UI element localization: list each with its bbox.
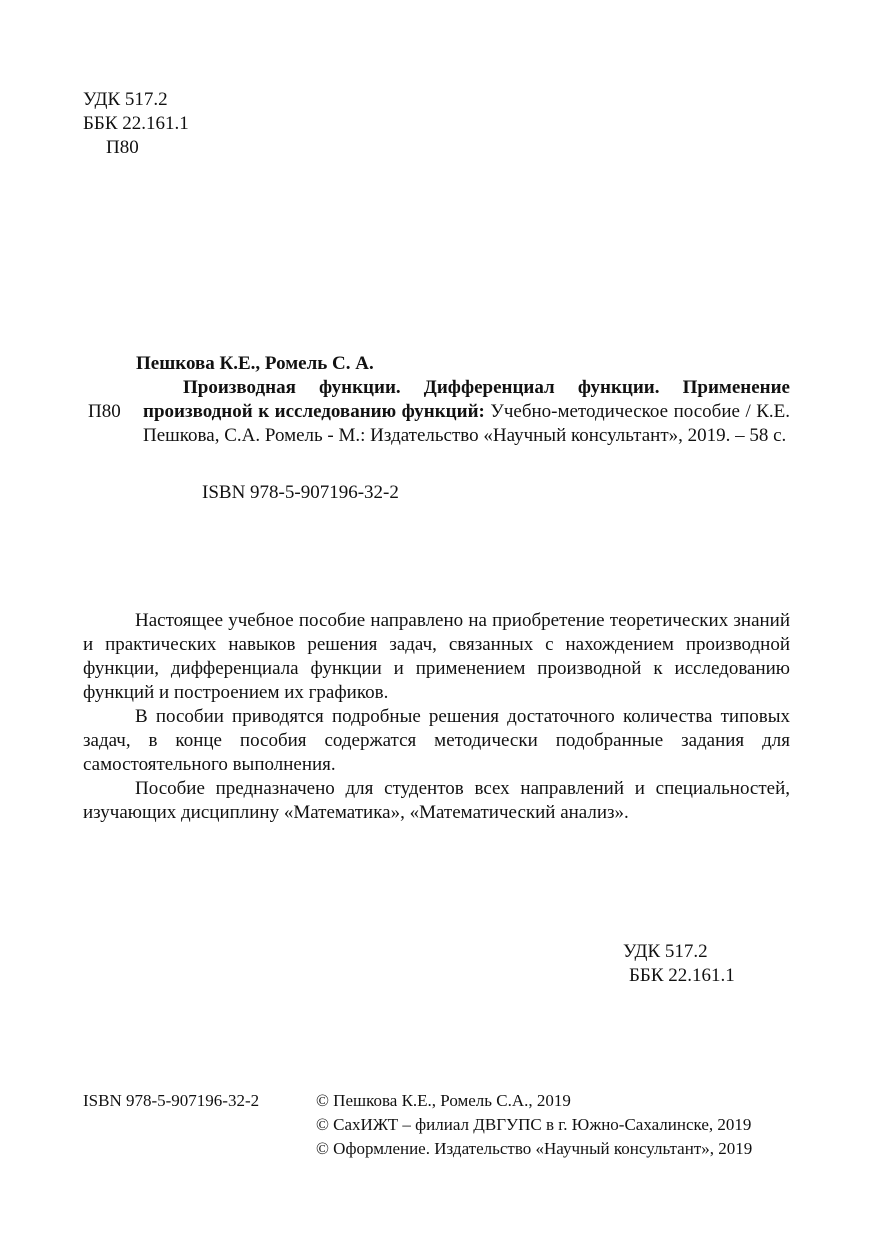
udk-code-top: УДК 517.2	[83, 89, 168, 110]
bbk-code-top: ББК 22.161.1	[83, 113, 189, 134]
bbk-code-bottom: ББК 22.161.1	[629, 965, 735, 986]
bib-isbn: ISBN 978-5-907196-32-2	[202, 482, 399, 503]
copyright-line: © Оформление. Издательство «Научный консультант», 2019	[316, 1139, 753, 1158]
annotation-paragraph: В пособии приводятся подробные решения достаточного количества типовых задач, в конце пособия содержатся методически подобранные задания для самостоятельного выполнения.	[83, 706, 790, 775]
udk-code-bottom: УДК 517.2	[623, 941, 708, 962]
bib-author-mark: П80	[88, 401, 121, 422]
bib-description-block	[143, 376, 790, 448]
copyright-line: © Пешкова К.Е., Ромель С.А., 2019	[316, 1091, 571, 1110]
bib-title: Производная функции. Дифференциал функции. Применение производной к исследованию функций:	[143, 377, 790, 422]
author-mark-top: П80	[106, 137, 139, 158]
annotation-paragraph: Пособие предназначено для студентов всех направлений и специальностей, изучающих дисциплину «Математика», «Математический анализ».	[83, 778, 790, 823]
bib-description: Учебно-методическое пособие / К.Е. Пешкова, С.А. Ромель - М.: Издательство «Научный консультант», 2019. – 58 с.	[143, 401, 791, 446]
bib-authors: Пешкова К.Е., Ромель С. А.	[136, 353, 374, 374]
footer-isbn: ISBN 978-5-907196-32-2	[83, 1091, 260, 1110]
copyright-list	[316, 1089, 752, 1161]
annotation-paragraph: Настоящее учебное пособие направлено на приобретение теоретических знаний и практических навыков решения задач, связанных с нахождением производной функции, дифференциала функции и применением производной к исследованию функций и построением их графиков.	[83, 610, 790, 703]
annotation	[83, 609, 790, 825]
copyright-line: © СахИЖТ – филиал ДВГУПС в г. Южно-Сахалинске, 2019	[316, 1115, 752, 1134]
